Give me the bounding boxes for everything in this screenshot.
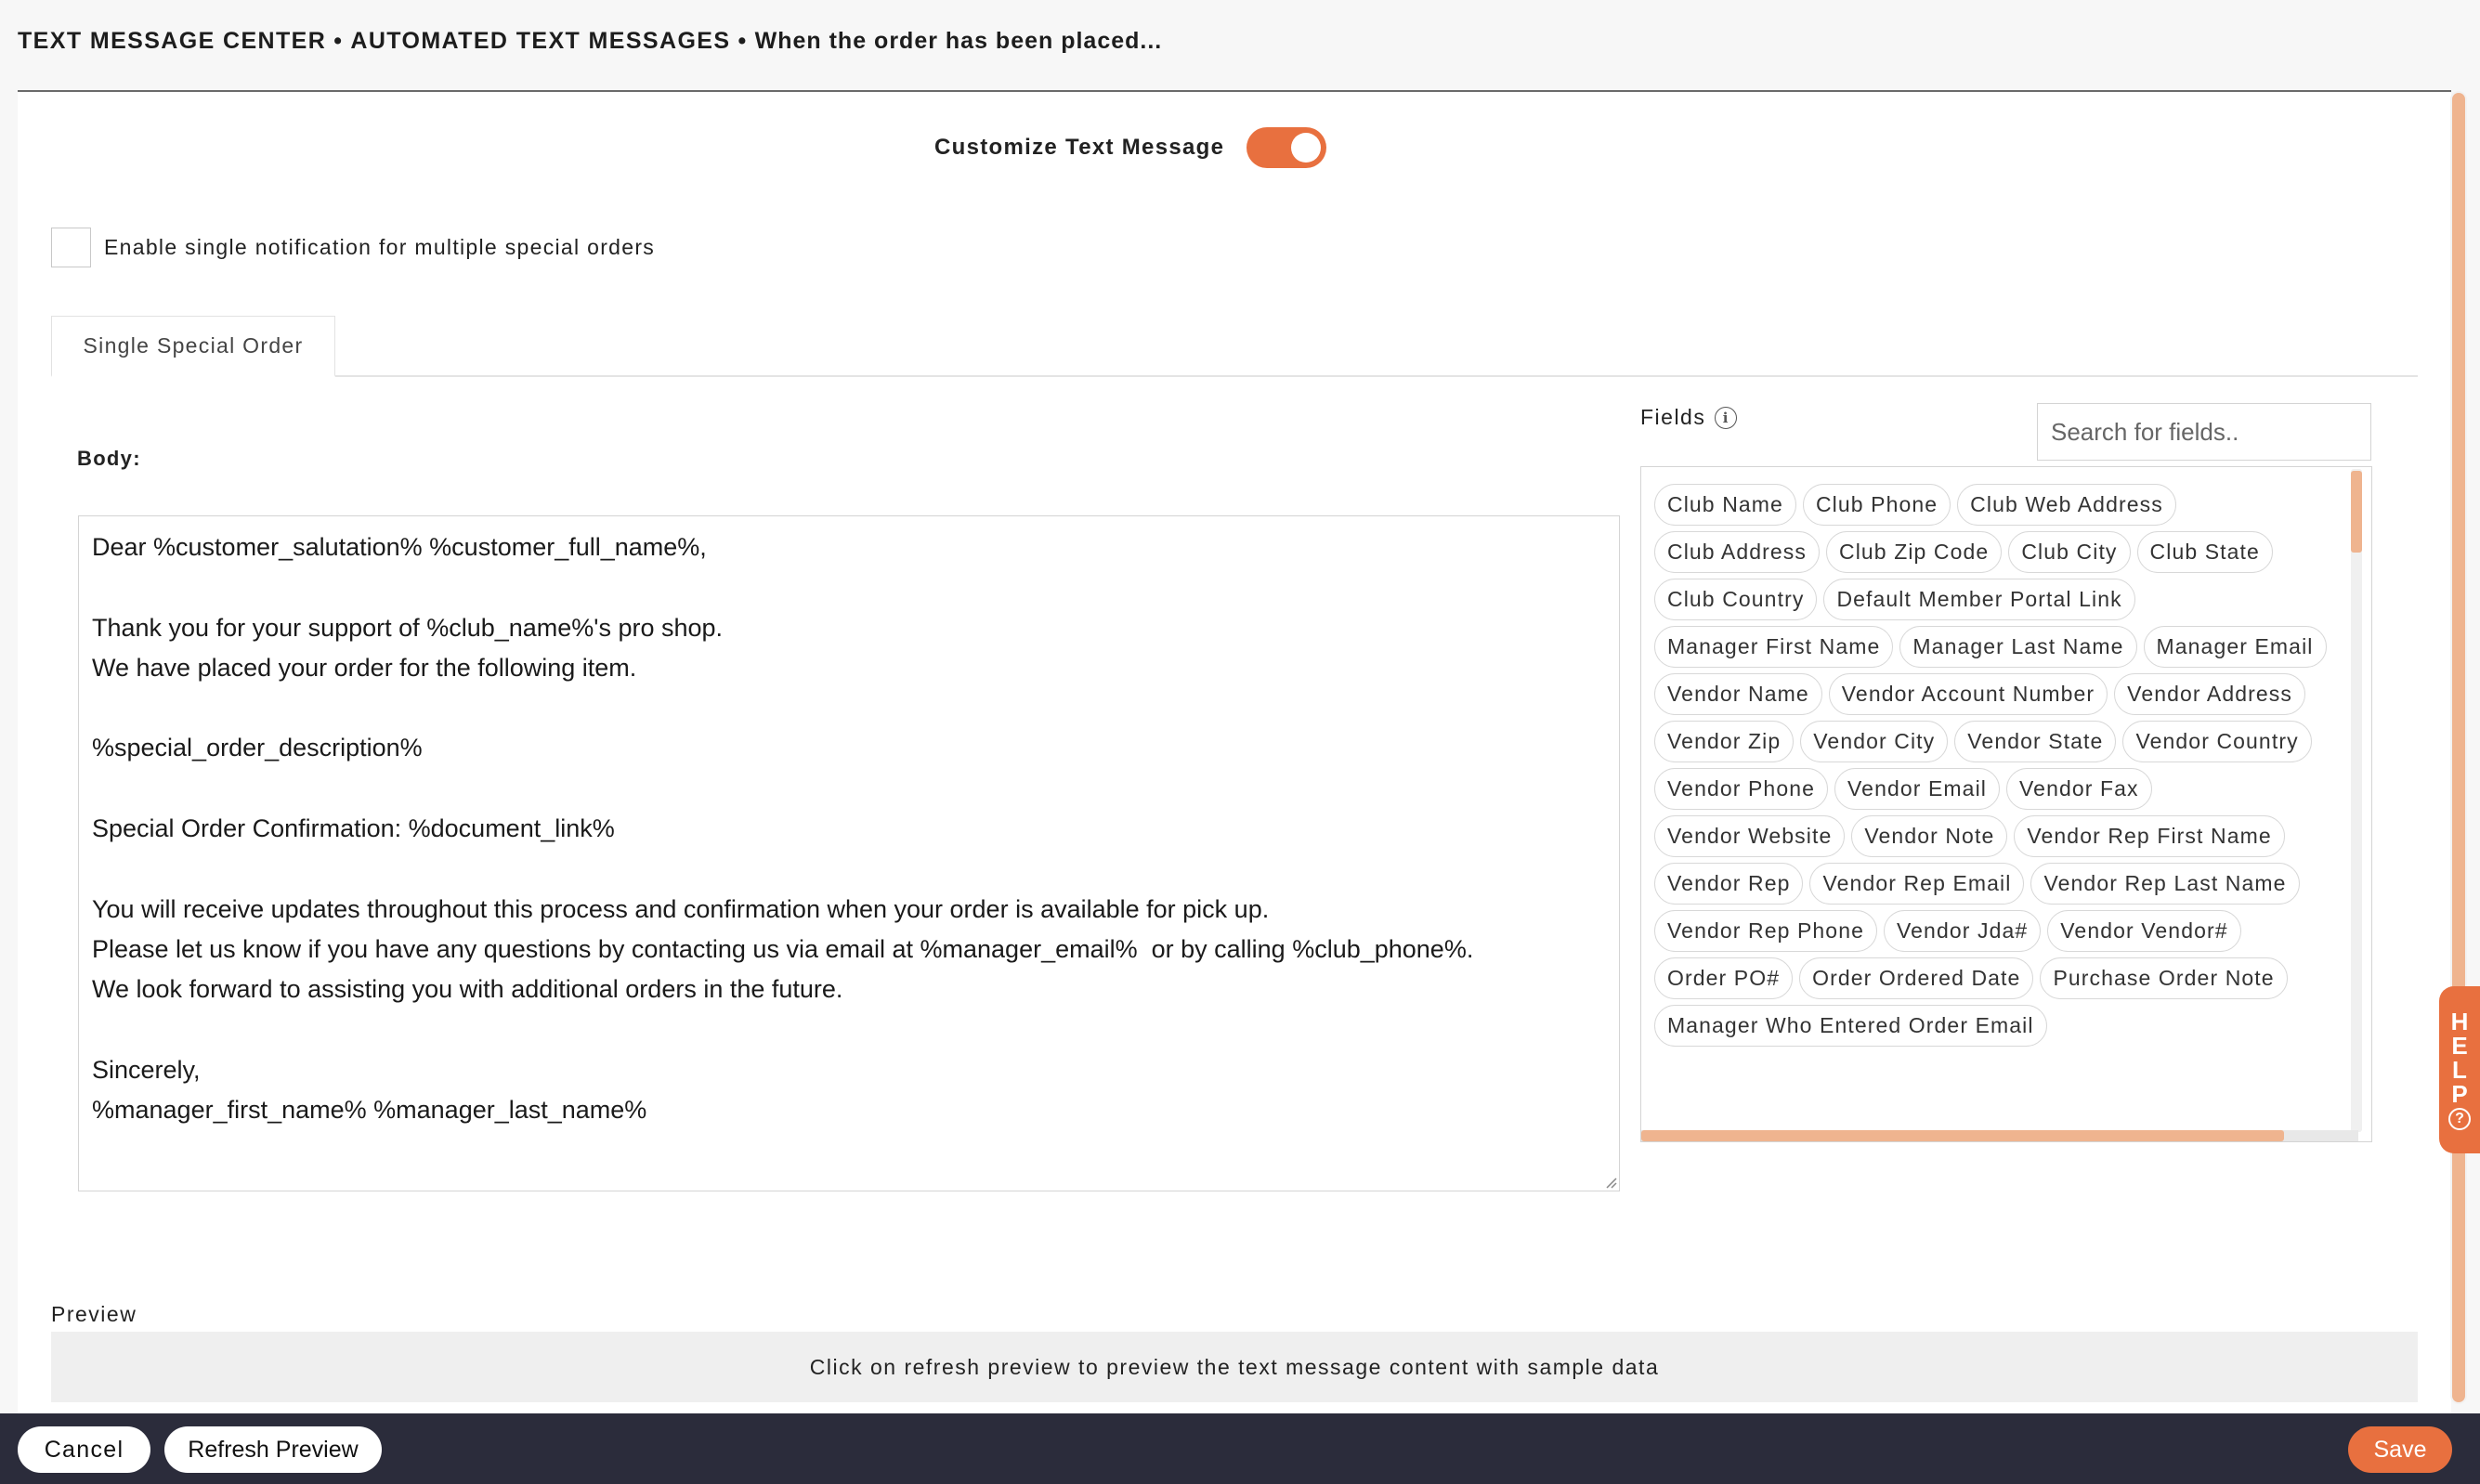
field-chip[interactable]: Purchase Order Note xyxy=(2040,957,2287,999)
field-chip[interactable]: Club Zip Code xyxy=(1826,531,2002,573)
fields-list xyxy=(1640,466,2372,1142)
field-chip[interactable]: Vendor Jda# xyxy=(1884,910,2041,952)
field-chip[interactable]: Vendor Rep Last Name xyxy=(2030,863,2299,905)
question-icon: ? xyxy=(2448,1108,2471,1130)
body-text: Dear %customer_salutation% %customer_full_name%, Thank you for your support of %club_name%'s pro shop. We have placed your order for the following item. %special_order_description% Special Order Confirmation: %document_link% You will receive updates throughout this process and confirmation when your order is available for pick up. Please let us know if you have any questions by contacting us via email at %manager_email% or by calling %club_phone%. We look forward to assisting you with additional orders in the future. Sincerely, %manager_first_name% %manager_last_name% xyxy=(92,533,1474,1125)
field-chip[interactable]: Club Web Address xyxy=(1957,484,2176,526)
help-letter: P xyxy=(2451,1080,2468,1108)
field-chip[interactable]: Club Country xyxy=(1654,579,1817,620)
field-chip[interactable]: Manager Email xyxy=(2144,626,2327,668)
field-chip[interactable]: Vendor Rep xyxy=(1654,863,1803,905)
field-chips xyxy=(1654,484,2342,1047)
page-header xyxy=(0,0,2480,91)
breadcrumb-separator: • xyxy=(333,28,344,54)
save-button[interactable]: Save xyxy=(2348,1426,2452,1473)
search-fields-input[interactable] xyxy=(2037,403,2371,461)
cancel-button[interactable]: Cancel xyxy=(18,1426,150,1473)
field-chip[interactable]: Vendor Name xyxy=(1654,673,1822,715)
fields-vertical-scrollbar-track[interactable] xyxy=(2351,469,2362,1132)
field-chip[interactable]: Vendor Email xyxy=(1834,768,2000,810)
help-letter: H xyxy=(2450,1008,2469,1035)
breadcrumb xyxy=(18,28,1162,55)
field-chip[interactable]: Vendor Note xyxy=(1851,815,2007,857)
field-chip[interactable]: Vendor Rep Phone xyxy=(1654,910,1877,952)
field-chip[interactable]: Manager Who Entered Order Email xyxy=(1654,1005,2047,1047)
fields-header xyxy=(1640,405,1737,430)
field-chip[interactable]: Vendor Country xyxy=(2122,721,2311,762)
field-chip[interactable]: Club Address xyxy=(1654,531,1820,573)
help-tab[interactable] xyxy=(2439,986,2480,1153)
field-chip[interactable]: Vendor State xyxy=(1954,721,2116,762)
resize-grip-icon[interactable] xyxy=(1602,1174,1617,1189)
body-textarea[interactable] xyxy=(78,515,1620,1191)
info-icon[interactable]: i xyxy=(1715,407,1737,429)
toggle-knob xyxy=(1291,133,1321,163)
fields-horizontal-scrollbar-thumb[interactable] xyxy=(1641,1130,2284,1141)
breadcrumb-current: When the order has been placed... xyxy=(754,28,1163,54)
field-chip[interactable]: Vendor Rep Email xyxy=(1809,863,2024,905)
field-chip[interactable]: Order PO# xyxy=(1654,957,1793,999)
field-chip[interactable]: Manager Last Name xyxy=(1899,626,2136,668)
field-chip[interactable]: Vendor Rep First Name xyxy=(2014,815,2284,857)
field-chip[interactable]: Vendor Vendor# xyxy=(2047,910,2240,952)
field-chip[interactable]: Vendor Fax xyxy=(2006,768,2152,810)
fields-vertical-scrollbar-thumb[interactable] xyxy=(2351,471,2362,553)
help-letter: L xyxy=(2452,1056,2467,1084)
breadcrumb-text-message-center[interactable]: TEXT MESSAGE CENTER xyxy=(18,28,327,54)
field-chip[interactable]: Vendor Address xyxy=(2114,673,2305,715)
preview-message: Click on refresh preview to preview the text message content with sample data xyxy=(809,1354,1660,1379)
preview-box xyxy=(51,1332,2418,1402)
preview-label: Preview xyxy=(51,1302,137,1326)
field-chip[interactable]: Vendor City xyxy=(1800,721,1948,762)
customize-toggle[interactable] xyxy=(1247,127,1326,168)
field-chip[interactable]: Vendor Account Number xyxy=(1829,673,2108,715)
field-chip[interactable]: Default Member Portal Link xyxy=(1823,579,2134,620)
help-letter: E xyxy=(2451,1032,2468,1060)
field-chip[interactable]: Club State xyxy=(2137,531,2273,573)
field-chip[interactable]: Club Name xyxy=(1654,484,1796,526)
field-chip[interactable]: Vendor Zip xyxy=(1654,721,1794,762)
page-scrollbar-thumb[interactable] xyxy=(2451,93,2468,1402)
single-notification-checkbox[interactable] xyxy=(51,228,91,267)
customize-row xyxy=(934,127,1326,168)
breadcrumb-separator: • xyxy=(737,28,748,54)
customize-label: Customize Text Message xyxy=(934,135,1225,160)
field-chip[interactable]: Vendor Phone xyxy=(1654,768,1828,810)
field-chip[interactable]: Vendor Website xyxy=(1654,815,1845,857)
field-chip[interactable]: Order Ordered Date xyxy=(1799,957,2033,999)
refresh-preview-button[interactable]: Refresh Preview xyxy=(164,1426,382,1473)
body-label: Body: xyxy=(77,447,141,470)
single-notification-label: Enable single notification for multiple special orders xyxy=(104,235,656,259)
field-chip[interactable]: Club City xyxy=(2008,531,2130,573)
field-chip[interactable]: Club Phone xyxy=(1803,484,1951,526)
tab-single-special-order[interactable]: Single Special Order xyxy=(51,316,335,377)
breadcrumb-automated-text-messages[interactable]: AUTOMATED TEXT MESSAGES xyxy=(350,28,731,54)
field-chip[interactable]: Manager First Name xyxy=(1654,626,1893,668)
tab-bar-divider xyxy=(51,375,2418,377)
fields-label: Fields xyxy=(1640,405,1706,429)
single-notification-row xyxy=(51,228,655,267)
